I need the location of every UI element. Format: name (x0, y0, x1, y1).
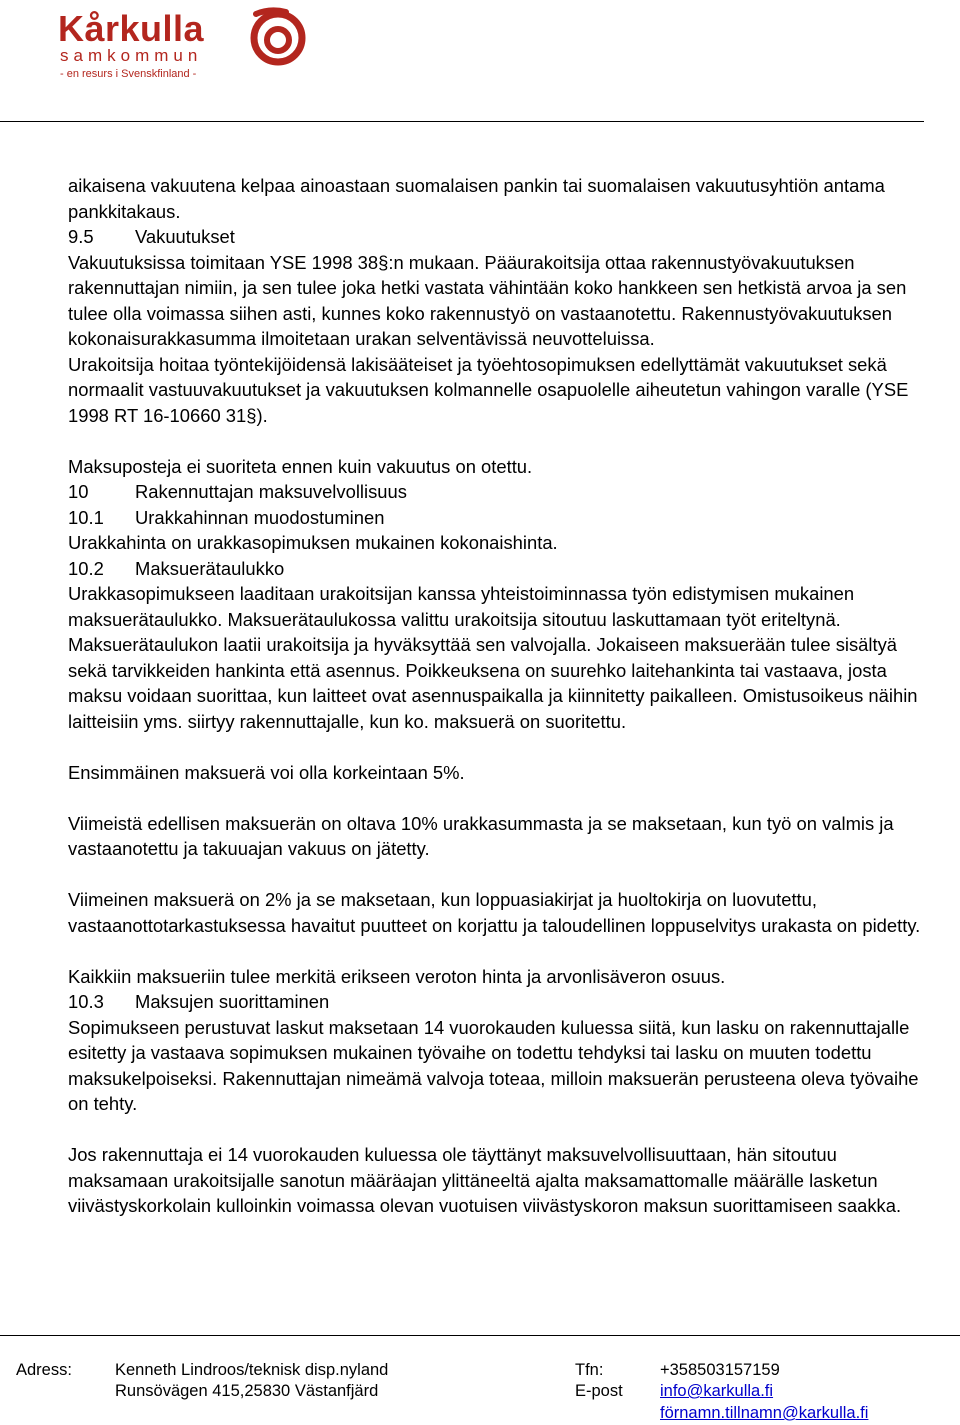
logo-tagline: - en resurs i Svenskfinland - (60, 68, 197, 80)
section-number: 10.2 (68, 557, 104, 579)
phone-number: +358503157159 (660, 1361, 780, 1379)
section-heading-10-2 (68, 556, 938, 582)
paragraph: Urakoitsija hoitaa työntekijöidensä lakisääteiset ja työehtosopimuksen edellyttämät vakuutukset sekä normaalit vastuuvakuutukset ja vakuutuksen kolmannelle osapuolelle aiheutetun vahingon varalle (YSE 1998 RT 16-10660 31§). (68, 353, 909, 426)
document-body (68, 173, 938, 1219)
paragraph: Viimeistä edellisen maksuerän on oltava 10% urakkasummasta ja se maksetaan, kun työ on valmis ja vastaanotettu ja takuuajan vakuus on jätetty. (68, 812, 894, 859)
email-label: E-post (575, 1382, 623, 1400)
section-number: 10.1 (68, 506, 104, 528)
spiral-logo-icon (250, 6, 306, 66)
section-heading-10 (68, 479, 938, 505)
footer-divider (0, 1335, 960, 1336)
section-heading-10-1 (68, 505, 938, 531)
paragraph: Vakuutuksissa toimitaan YSE 1998 38§:n mukaan. Pääurakoitsija ottaa rakennustyövakuutuksen rakennuttajan nimiin, ja sen tulee joka hetki vastata vähintään koko hankkeen sen hetkistä arvoa ja sen tulee olla voimassa siihen asti, kunnes koko rakennustyö on vastaanotettu. Rakennustyövakuutuksen kokonaisurakkasumma ilmoitetaan urakan selventävissä neuvotteluissa. (68, 251, 907, 349)
section-title: Maksujen suorittaminen (135, 991, 330, 1012)
street-address: Runsövägen 415,25830 Västanfjärd (115, 1382, 379, 1400)
section-title: Urakkahinnan muodostuminen (135, 506, 385, 528)
paragraph: Jos rakennuttaja ei 14 vuorokauden kuluessa ole täyttänyt maksuvelvollisuuttaan, hän sitoutuu maksamaan urakoitsijalle sanotun määräajan ylittäneeltä ajalta maksamattomalle määrälle lasketun viivästyskorkolain kulloinkin voimassa olevan vuotuisen viivästyskoron maksun suorittamiseen saakka. (68, 1144, 902, 1216)
paragraph: Sopimukseen perustuvat laskut maksetaan 14 vuorokauden kuluessa siitä, kun lasku on rakennuttajalle esitetty ja vastaava sopimuksen mukainen työvaihe on todettu tehdyksi tai lasku on muuten todettu maksukelpoiseksi. Rakennuttajan nimeämä valvoja toteaa, milloin maksuerän perusteena oleva työvaihe on tehty. (68, 1016, 919, 1114)
paragraph: Urakkahinta on urakkasopimuksen mukainen kokonaishinta. (68, 532, 558, 553)
logo-name: Kårkulla (58, 8, 205, 49)
email-link-info[interactable]: info@karkulla.fi (660, 1382, 774, 1400)
section-heading-10-3 (68, 989, 938, 1015)
address-label: Adress: (16, 1361, 72, 1379)
section-title: Maksuerätaulukko (135, 557, 285, 579)
phone-label: Tfn: (575, 1361, 604, 1379)
contact-name: Kenneth Lindroos/teknisk disp.nyland (115, 1361, 389, 1379)
section-number: 9.5 (68, 226, 94, 247)
paragraph: Urakkasopimukseen laaditaan urakoitsijan kanssa yhteistoiminnassa työn edistymisen mukainen maksuerätaulukko. Maksuerätaulukossa valittu urakoitsija sitoutuu laskuttamaan työt eriteltynä. Maksuerätaulukon laatii urakoitsija ja hyväksyttää sen valvojalla. Jokaiseen maksuerään tulee sisältyä sekä tarvikkeiden hankinta että asennus. Poikkeuksena on suurehko laitehankinta tai vastaava, josta maksu voidaan suorittaa, kun laitteet ovat asennuspaikalla ja kiinnitetty paikalleen. Omistusoikeus näihin laitteisiin yms. siirtyy rakennuttajalle, kun ko. maksuerä on suoritettu. (68, 583, 918, 732)
logo-subtitle: samkommun (60, 46, 203, 65)
section-title: Rakennuttajan maksuvelvollisuus (135, 481, 407, 502)
email-link-template[interactable]: förnamn.tillnamn@karkulla.fi (660, 1404, 869, 1422)
section-heading-9-5 (68, 224, 938, 250)
header-divider (0, 121, 924, 122)
section-number: 10 (68, 481, 89, 502)
paragraph: Viimeinen maksuerä on 2% ja se maksetaan, kun loppuasiakirjat ja huoltokirja on luovutettu, vastaanottotarkastuksessa havaitut puutteet on korjattu ja taloudellinen loppuselvitys urakasta on pidetty. (68, 889, 921, 936)
section-title: Vakuutukset (135, 226, 235, 247)
paragraph: Kaikkiin maksueriin tulee merkitä erikseen veroton hinta ja arvonlisäveron osuus. (68, 965, 726, 987)
organization-logo (58, 4, 308, 84)
paragraph: Ensimmäinen maksuerä voi olla korkeintaan 5%. (68, 761, 465, 783)
section-number: 10.3 (68, 991, 104, 1012)
paragraph: Maksuposteja ei suoriteta ennen kuin vakuutus on otettu. (68, 455, 533, 477)
paragraph: aikaisena vakuutena kelpaa ainoastaan suomalaisen pankin tai suomalaisen vakuutusyhtiön antama pankkitakaus. (68, 175, 885, 222)
